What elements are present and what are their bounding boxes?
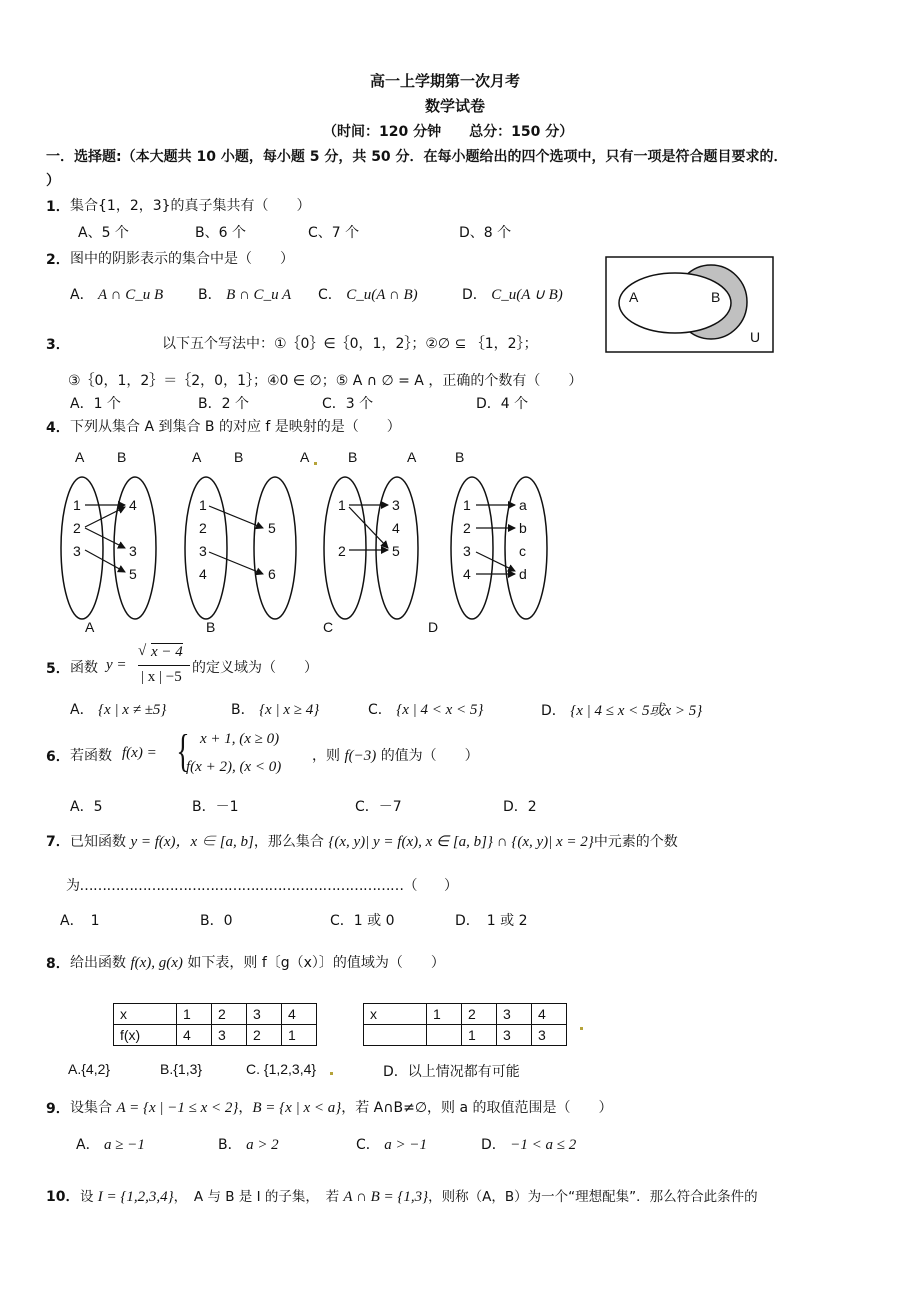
q4-text: 下列从集合 A 到集合 B 的对应 f 是映射的是（ ） bbox=[70, 419, 401, 435]
diagram-label-b: B bbox=[206, 619, 216, 635]
diagram-b-left-3: 3 bbox=[199, 543, 207, 559]
q3-option-a: A．1 个 bbox=[70, 396, 121, 412]
q8-text: 给出函数 f(x), g(x) 如下表，则 f〔g（x）〕的值域为（ ） bbox=[70, 955, 445, 971]
q5-option-b-math: {x | x ≥ 4} bbox=[259, 702, 320, 718]
section-heading: 一．选择题:（本大题共 10 小题，每小题 5 分，共 50 分．在每小题给出的四个选项中，只有一项是符合题目要求的． bbox=[46, 149, 788, 165]
diagram-a-right-3: 5 bbox=[129, 566, 137, 582]
q9-text: 设集合 A = {x | −1 ≤ x < 2}，B = {x | x < a}，若 A∩B≠∅，则 a 的取值范围是（ ） bbox=[70, 1100, 613, 1116]
q6-brace: { bbox=[176, 725, 190, 776]
table-cell: 4 bbox=[532, 1004, 567, 1025]
table-cell bbox=[364, 1025, 427, 1046]
q6-option-b: B．－1 bbox=[192, 799, 239, 815]
stray-dot bbox=[330, 1072, 333, 1075]
q10-math-b: A ∩ B = {1,3} bbox=[343, 1189, 429, 1205]
table-cell: 3 bbox=[247, 1004, 282, 1025]
q2-option-d-math: C_u(A ∪ B) bbox=[491, 287, 563, 303]
q5-option-d-math: {x | 4 ≤ x < 5或x > 5} bbox=[570, 703, 703, 719]
stray-dot bbox=[314, 462, 317, 465]
q1-number: 1． bbox=[46, 199, 70, 215]
q6-suffix: ，则 f(−3) 的值为（ ） bbox=[312, 748, 479, 764]
q6-ask: f(−3) bbox=[344, 748, 377, 764]
q2-option-a: A． A ∩ C_u B bbox=[70, 287, 164, 303]
table-cell: 1 bbox=[427, 1004, 462, 1025]
q9-option-c: C． a > −1 bbox=[356, 1137, 427, 1153]
table-cell: 1 bbox=[282, 1025, 317, 1046]
table-cell: x bbox=[364, 1004, 427, 1025]
q5-suffix: 的定义域为（ ） bbox=[192, 660, 318, 676]
q5-function-denominator: | x | −5 bbox=[141, 669, 182, 685]
diagram-header-a3: A bbox=[300, 449, 310, 465]
table-cell: 4 bbox=[177, 1025, 212, 1046]
q7-option-d: D． 1 或 2 bbox=[455, 913, 528, 929]
diagram-c-left-2: 2 bbox=[338, 543, 346, 559]
table-row bbox=[364, 1025, 567, 1046]
q8-option-c: C. {1,2,3,4} bbox=[246, 1061, 317, 1077]
venn-diagram bbox=[605, 256, 775, 354]
diagram-d-right-1: a bbox=[519, 497, 527, 513]
diagram-a-left-2: 2 bbox=[73, 520, 81, 536]
q4-number: 4． bbox=[46, 420, 70, 436]
table-cell: x bbox=[114, 1004, 177, 1025]
mapping-diagrams bbox=[55, 442, 575, 640]
q9-option-d: D． −1 < a ≤ 2 bbox=[481, 1137, 577, 1153]
venn-label-a: A bbox=[629, 289, 639, 305]
diagram-d-right-4: d bbox=[519, 566, 527, 582]
diagram-b bbox=[185, 477, 296, 619]
table-row bbox=[114, 1004, 317, 1025]
table-cell: 2 bbox=[462, 1004, 497, 1025]
diagram-d-right-3: c bbox=[519, 543, 526, 559]
q10-text: 设 I = {1,2,3,4}， A 与 B 是 I 的子集， 若 A ∩ B = {1,3}，则称（A，B）为一个“理想配集”．那么符合此条件的 bbox=[80, 1189, 758, 1205]
stray-dot bbox=[580, 1027, 583, 1030]
q2-option-c: C． C_u(A ∩ B) bbox=[318, 287, 418, 303]
q2-number: 2． bbox=[46, 252, 70, 268]
q9-option-a-math: a ≥ −1 bbox=[104, 1137, 145, 1153]
venn-label-b: B bbox=[711, 289, 721, 305]
q3-option-b: B．2 个 bbox=[198, 396, 249, 412]
diagram-b-left-4: 4 bbox=[199, 566, 207, 582]
table-row bbox=[114, 1025, 317, 1046]
diagram-header-b3: B bbox=[348, 449, 358, 465]
q3-option-c: C．3 个 bbox=[322, 396, 374, 412]
q2-option-a-math: A ∩ C_u B bbox=[98, 287, 164, 303]
diagram-c-left-1: 1 bbox=[338, 497, 346, 513]
table-cell: 3 bbox=[532, 1025, 567, 1046]
q7-line1: 已知函数 y = f(x)，x ∈ [a, b]，那么集合 {(x, y)| y = f(x), x ∈ [a, b]} ∩ {(x, y)| x = 2}中元素的个数 bbox=[70, 834, 678, 850]
table-row bbox=[364, 1004, 567, 1025]
q7-option-b: B．0 bbox=[200, 913, 233, 929]
diagram-d-left-4: 4 bbox=[463, 566, 471, 582]
table-cell: 2 bbox=[247, 1025, 282, 1046]
diagram-header-b4: B bbox=[455, 449, 465, 465]
q8-option-a: A.{4,2} bbox=[68, 1061, 111, 1077]
q3-option-d: D．4 个 bbox=[476, 396, 529, 412]
table-cell: f(x) bbox=[114, 1025, 177, 1046]
q9-option-a: A． a ≥ −1 bbox=[76, 1137, 145, 1153]
diagram-d-right-2: b bbox=[519, 520, 527, 536]
diagram-b-left-2: 2 bbox=[199, 520, 207, 536]
q3-number: 3． bbox=[46, 337, 70, 353]
q9-math-a: A = {x | −1 ≤ x < 2} bbox=[116, 1100, 239, 1116]
table-cell bbox=[427, 1025, 462, 1046]
diagram-a-left-1: 1 bbox=[73, 497, 81, 513]
q6-option-a: A．5 bbox=[70, 799, 103, 815]
section-heading-cont: ） bbox=[46, 173, 60, 189]
table-cell: 3 bbox=[497, 1004, 532, 1025]
q5-option-a-math: {x | x ≠ ±5} bbox=[98, 702, 167, 718]
diagram-b-set-right bbox=[254, 477, 296, 619]
q8-option-b: B.{1,3} bbox=[160, 1061, 203, 1077]
venn-label-u: U bbox=[750, 329, 761, 345]
q7-option-c: C．1 或 0 bbox=[330, 913, 395, 929]
table-cell: 3 bbox=[212, 1025, 247, 1046]
diagram-d-set-left bbox=[451, 477, 493, 619]
exam-title: 高一上学期第一次月考 bbox=[370, 72, 521, 90]
diagram-b-right-2: 6 bbox=[268, 566, 276, 582]
diagram-b-left-1: 1 bbox=[199, 497, 207, 513]
diagram-label-c: C bbox=[323, 619, 334, 635]
q9-option-c-math: a > −1 bbox=[384, 1137, 427, 1153]
q8-math: f(x), g(x) bbox=[130, 955, 183, 971]
q5-option-c-math: {x | 4 < x < 5} bbox=[396, 702, 484, 718]
diagram-header-a2: A bbox=[192, 449, 202, 465]
q5-function-numerator: x − 4 bbox=[151, 644, 183, 660]
q7-number: 7． bbox=[46, 834, 70, 850]
exam-info: （时间：120 分钟 总分：150 分） bbox=[323, 124, 574, 140]
q7-math-a: y = f(x)，x ∈ [a, b] bbox=[130, 834, 254, 850]
q7-math-b: {(x, y)| y = f(x), x ∈ [a, b]} ∩ {(x, y)| x = 2} bbox=[328, 834, 594, 850]
table-cell: 3 bbox=[497, 1025, 532, 1046]
diagram-c-right-3: 5 bbox=[392, 543, 400, 559]
diagram-d bbox=[451, 477, 547, 619]
q6-prefix: 若函数 bbox=[70, 748, 112, 764]
diagram-a bbox=[61, 477, 156, 619]
diagram-header-a1: A bbox=[75, 449, 85, 465]
q5-function-lhs: y = bbox=[106, 657, 127, 673]
q9-option-b-math: a > 2 bbox=[246, 1137, 279, 1153]
q6-option-d: D．2 bbox=[503, 799, 537, 815]
diagram-d-left-2: 2 bbox=[463, 520, 471, 536]
table-cell: 2 bbox=[212, 1004, 247, 1025]
diagram-d-left-1: 1 bbox=[463, 497, 471, 513]
q1-option-d: D、8 个 bbox=[459, 225, 512, 241]
q8-option-d: D．以上情况都有可能 bbox=[383, 1064, 520, 1080]
table-cell: 1 bbox=[462, 1025, 497, 1046]
q3-line1: 以下五个写法中：①｛0｝∈｛0，1，2｝；②∅ ⊆ ｛1，2｝； bbox=[162, 336, 538, 352]
diagram-c-right-2: 4 bbox=[392, 520, 400, 536]
q5-prefix: 函数 bbox=[70, 660, 98, 676]
q8-number: 8． bbox=[46, 956, 70, 972]
diagram-b-right-1: 5 bbox=[268, 520, 276, 536]
q5-option-d: D． {x | 4 ≤ x < 5或x > 5} bbox=[541, 703, 703, 719]
q9-number: 9． bbox=[46, 1101, 70, 1117]
q10-number: 10． bbox=[46, 1189, 80, 1205]
q2-option-d: D． C_u(A ∪ B) bbox=[462, 287, 563, 303]
q8-table-f bbox=[113, 1003, 317, 1046]
q5-number: 5． bbox=[46, 661, 70, 677]
q6-case-1: x + 1, (x ≥ 0) bbox=[200, 731, 280, 747]
diagram-d-left-3: 3 bbox=[463, 543, 471, 559]
diagram-header-a4: A bbox=[407, 449, 417, 465]
diagram-a-left-3: 3 bbox=[73, 543, 81, 559]
q1-option-a: A、5 个 bbox=[78, 225, 129, 241]
table-cell: 1 bbox=[177, 1004, 212, 1025]
diagram-label-a: A bbox=[85, 619, 95, 635]
q2-option-b-math: B ∩ C_u A bbox=[226, 287, 292, 303]
q5-function-sqrt: √ bbox=[138, 643, 147, 659]
diagram-header-b2: B bbox=[234, 449, 244, 465]
q9-math-b: B = {x | x < a} bbox=[252, 1100, 342, 1116]
q6-case-2: f(x + 2), (x < 0) bbox=[186, 759, 282, 775]
exam-subject: 数学试卷 bbox=[425, 97, 486, 115]
q9-option-b: B． a > 2 bbox=[218, 1137, 279, 1153]
q7-option-a: A． 1 bbox=[60, 913, 100, 929]
q2-option-b: B． B ∩ C_u A bbox=[198, 287, 292, 303]
diagram-label-d: D bbox=[428, 619, 439, 635]
q6-number: 6． bbox=[46, 749, 70, 765]
diagram-header-b1: B bbox=[117, 449, 127, 465]
diagram-c bbox=[324, 477, 418, 619]
q6-option-c: C．－7 bbox=[355, 799, 402, 815]
table-cell: 4 bbox=[282, 1004, 317, 1025]
q5-fraction-bar bbox=[138, 665, 190, 666]
diagram-c-right-1: 3 bbox=[392, 497, 400, 513]
q1-option-c: C、7 个 bbox=[308, 225, 360, 241]
q8-table-g bbox=[363, 1003, 567, 1046]
q6-lhs: f(x) = bbox=[122, 745, 157, 761]
q7-line2: 为………………………………………………………………（ ） bbox=[66, 878, 458, 894]
q1-option-b: B、6 个 bbox=[195, 225, 246, 241]
diagram-a-right-1: 4 bbox=[129, 497, 137, 513]
q9-option-d-math: −1 < a ≤ 2 bbox=[510, 1137, 577, 1153]
q2-option-c-math: C_u(A ∩ B) bbox=[346, 287, 418, 303]
q1-text: 集合{1，2，3}的真子集共有（ ） bbox=[70, 198, 311, 214]
diagram-a-set-left bbox=[61, 477, 103, 619]
diagram-a-right-2: 3 bbox=[129, 543, 137, 559]
q5-option-c: C． {x | 4 < x < 5} bbox=[368, 702, 484, 718]
q3-line2: ③｛0，1，2｝＝｛2，0，1｝；④0 ∈ ∅；⑤ A ∩ ∅ = A ，正确的个数有（ ） bbox=[68, 373, 583, 389]
q10-math-a: I = {1,2,3,4} bbox=[97, 1189, 174, 1205]
q5-option-b: B． {x | x ≥ 4} bbox=[231, 702, 320, 718]
q5-option-a: A． {x | x ≠ ±5} bbox=[70, 702, 167, 718]
q2-text: 图中的阴影表示的集合中是（ ） bbox=[70, 251, 294, 267]
